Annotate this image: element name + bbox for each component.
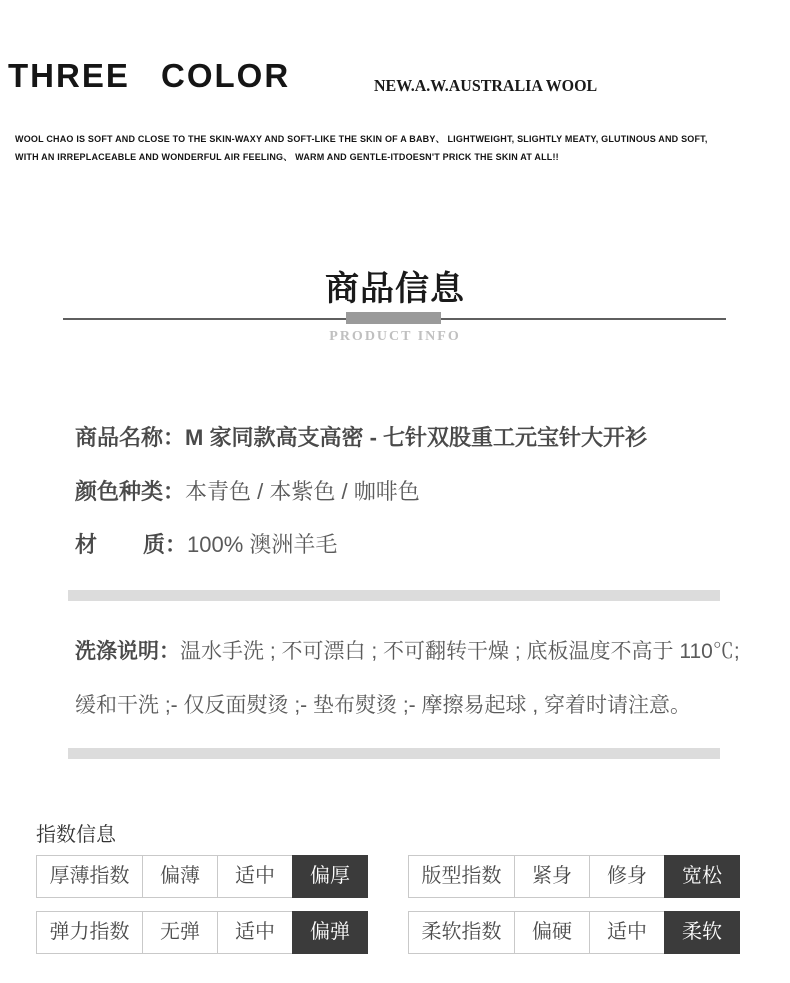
- washing-text-2: 缓和干洗 ;- 仅反面熨烫 ;- 垫布熨烫 ;- 摩擦易起球 , 穿着时请注意。: [75, 694, 691, 717]
- index-option-cell: 偏薄: [142, 855, 218, 898]
- index-row-softness: [408, 911, 740, 954]
- index-row-elasticity: [36, 911, 368, 954]
- index-option-cell: 适中: [217, 911, 293, 954]
- index-option-cell-selected: 偏弹: [292, 911, 368, 954]
- brand-tagline: NEW.A.W.AUSTRALIA WOOL: [374, 76, 598, 95]
- index-info-title: 指数信息: [36, 824, 116, 846]
- product-color-row: [75, 475, 420, 506]
- index-row-thickness: [36, 855, 368, 898]
- product-material-label-a: 材: [75, 532, 98, 557]
- index-label-cell: 厚薄指数: [36, 855, 143, 898]
- washing-label: 洗涤说明：: [75, 640, 180, 663]
- product-name-value: M 家同款高支高密 - 七针双股重工元宝针大开衫: [185, 425, 648, 450]
- index-option-cell: 修身: [589, 855, 665, 898]
- washing-instructions-line-1: [75, 635, 740, 665]
- washing-text-1: 温水手洗 ; 不可漂白 ; 不可翻转干燥 ; 底板温度不高于 110℃;: [180, 640, 740, 663]
- index-option-cell-selected: 柔软: [664, 911, 740, 954]
- index-row-fit: [408, 855, 740, 898]
- index-option-cell-selected: 偏厚: [292, 855, 368, 898]
- product-color-label: 颜色种类：: [75, 479, 186, 504]
- brand-title: THREE COLOR: [8, 57, 291, 94]
- washing-instructions-line-2: [75, 689, 691, 719]
- product-material-row: [75, 528, 337, 559]
- index-option-cell-selected: 宽松: [664, 855, 740, 898]
- section-title: 商品信息: [325, 270, 465, 308]
- product-name-row: [75, 421, 647, 452]
- index-option-cell: 偏硬: [514, 911, 590, 954]
- index-table-left: [36, 855, 368, 967]
- index-table-right: [408, 855, 740, 967]
- index-option-cell: 适中: [217, 855, 293, 898]
- product-material-label-b: 质：: [143, 532, 188, 557]
- product-name-label: 商品名称：: [75, 425, 186, 450]
- section-divider-center-block: [346, 312, 441, 324]
- index-label-cell: 柔软指数: [408, 911, 515, 954]
- divider-bar-bottom: [68, 748, 720, 759]
- brand-description-line-2: WITH AN IRREPLACEABLE AND WONDERFUL AIR FEELING、 WARM AND GENTLE-ITDOESN'T PRICK THE SKIN AT ALL!!: [15, 152, 559, 162]
- section-subtitle: PRODUCT INFO: [329, 329, 461, 344]
- index-option-cell: 无弹: [142, 911, 218, 954]
- product-material-value: 100% 澳洲羊毛: [187, 532, 338, 557]
- index-label-cell: 弹力指数: [36, 911, 143, 954]
- index-option-cell: 适中: [589, 911, 665, 954]
- index-label-cell: 版型指数: [408, 855, 515, 898]
- divider-bar-top: [68, 590, 720, 601]
- product-color-value: 本青色 / 本紫色 / 咖啡色: [185, 479, 420, 504]
- brand-description-line-1: WOOL CHAO IS SOFT AND CLOSE TO THE SKIN-WAXY AND SOFT-LIKE THE SKIN OF A BABY、 LIGHTWEIGHT, SLIGHTLY MEATY, GLUTINOUS AND SOFT,: [15, 134, 708, 144]
- index-option-cell: 紧身: [514, 855, 590, 898]
